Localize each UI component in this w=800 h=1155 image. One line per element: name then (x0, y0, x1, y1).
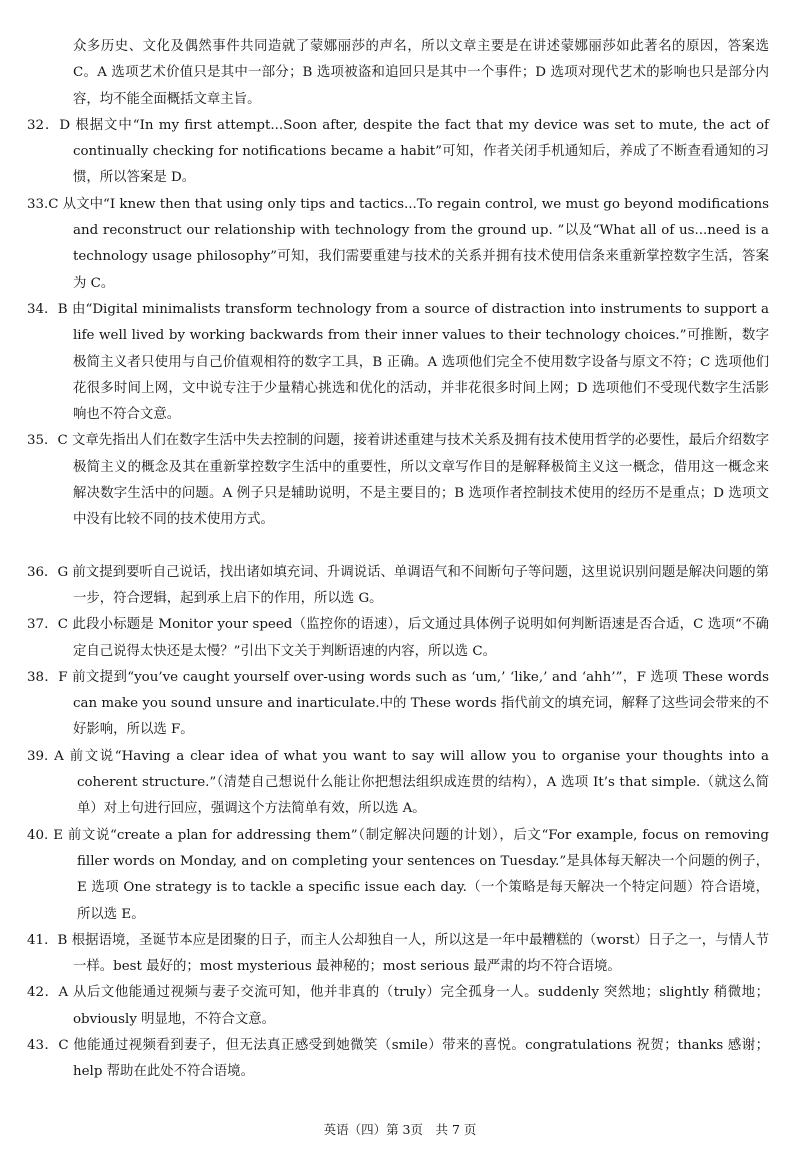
paragraph-q37: 37．C 此段小标题是 Monitor your speed（监控你的语速），后文通过具体例子说明如何判断语速是否合适，C 选项“不确定自己说得太快还是太慢？”引出下文关于判断语速的内容，所以选 C。 (27, 617, 769, 659)
paragraph-q34: 34．B 由“Digital minimalists transform technology from a source of distraction into instruments to support a life well lived by working backwards from their inner values to their technology choices.”可推断，数字极简主义者只使用与自己价值观相符的数字工具，B 正确。A 选项他们完全不使用数字设备与原文不符；C 选项他们花很多时间上网，文中说专注于少量精心挑选和优化的活动，并非花很多时间上网；D 选项他们不受现代数字生活影响也不符合文意。 (27, 301, 769, 423)
paragraph-q42: 42．A 从后文他能通过视频与妻子交流可知，他并非真的（truly）完全孤身一人。suddenly 突然地；slightly 稍微地；obviously 明显地，不符合文意。 (27, 985, 769, 1027)
paragraph-q36: 36．G 前文提到要听自己说话，找出诸如填充词、升调说话、单调语气和不间断句子等问题，这里说识别问题是解决问题的第一步，符合逻辑，起到承上启下的作用，所以选 G。 (27, 564, 769, 606)
paragraph-q41: 41．B 根据语境，圣诞节本应是团聚的日子，而主人公却独自一人，所以这是一年中最糟糕的（worst）日子之一，与情人节一样。best 最好的；most mysterious 最神秘的；most serious 最严肃的均不符合语境。 (27, 932, 769, 975)
page-footer: 英语（四）第 3页 共 7 页 (323, 1122, 477, 1137)
section-gap (27, 534, 769, 560)
paragraph-q40: 40. E 前文说“create a plan for addressing them”（制定解决问题的计划），后文“For example, focus on removing filler words on Monday, and on completing your sentences on Tuesday.”是具体每天解决一个问题的例子，E 选项 One strategy is to tackle a specific issue each day.（一个策略是每天解决一个特定问题）符合语境，所以选 E。 (27, 827, 769, 922)
paragraph-q38: 38．F 前文提到“you’ve caught yourself over-using words such as ‘um,’ ‘like,’ and ‘ahh’”，F 选项 These words can make you sound unsure and inarticulate.中的 These words 指代前文的填充词，解释了这些词会带来的不好影响，所以选 F。 (27, 669, 769, 738)
paragraph-q32: 32．D 根据文中“In my first attempt...Soon after, despite the fact that my device was set to mute, the act of continually checking for notifications became a habit”可知，作者关闭手机通知后，养成了不断查看通知的习惯，所以答案是 D。 (27, 117, 769, 186)
paragraph-q31-continuation: 众多历史、文化及偶然事件共同造就了蒙娜丽莎的声名，所以文章主要是在讲述蒙娜丽莎如此著名的原因，答案选 C。A 选项艺术价值只是其中一部分；B 选项被盗和追回只是其中一个事件；D 选项对现代艺术的影响也只是部分内容，均不能全面概括文章主旨。 (73, 39, 769, 107)
answer-explanations (27, 34, 769, 1086)
paragraph-q39: 39. A 前文说“Having a clear idea of what you want to say will allow you to organise your thoughts into a coherent structure.”（清楚自己想说什么能让你把想法组织成连贯的结构），A 选项 It’s that simple.（就这么简单）对上句进行回应，强调这个方法简单有效，所以选 A。 (27, 748, 769, 817)
paragraph-q35: 35．C 文章先指出人们在数字生活中失去控制的问题，接着讲述重建与技术关系及拥有技术使用哲学的必要性，最后介绍数字极简主义的概念及其在重新掌控数字生活中的重要性，所以文章写作目的是解释极简主义这一概念，借用这一概念来解决数字生活中的问题。A 例子只是辅助说明，不是主要目的；B 选项作者控制技术使用的经历不是重点；D 选项文中没有比较不同的技术使用方式。 (27, 433, 769, 528)
paragraph-q43: 43．C 他能通过视频看到妻子，但无法真正感受到她微笑（smile）带来的喜悦。congratulations 祝贺；thanks 感谢；help 帮助在此处不符合语境。 (27, 1037, 769, 1080)
paragraph-q33: 33.C 从文中“I knew then that using only tips and tactics...To regain control, we must go beyond modifications and reconstruct our relationship with technology from the ground up. ”以及“What all of us...need is a technology usage philosophy”可知，我们需要重建与技术的关系并拥有技术使用信条来重新掌控数字生活，答案为 C。 (27, 196, 769, 291)
